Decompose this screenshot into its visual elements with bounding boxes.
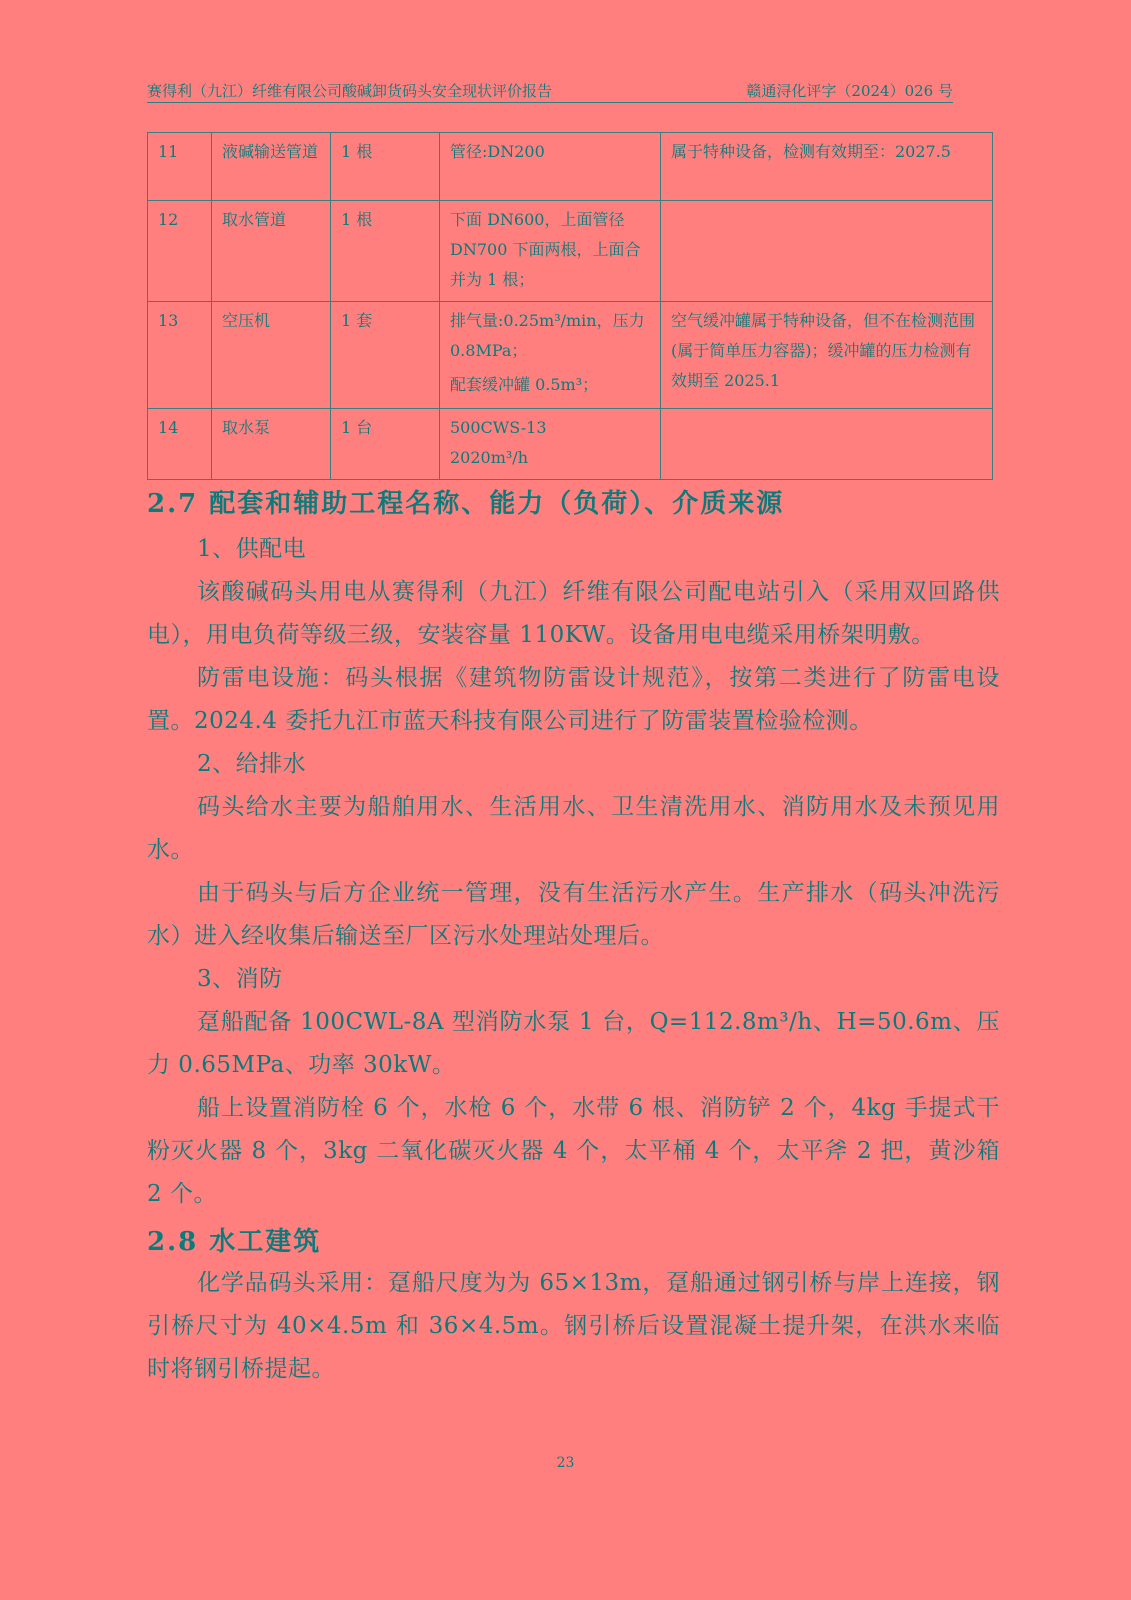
body-content	[147, 484, 1000, 1391]
paragraph: 防雷电设施：码头根据《建筑物防雷设计规范》，按第二类进行了防雷电设置。2024.4 委托九江市蓝天科技有限公司进行了防雷装置检验检测。	[147, 665, 1000, 734]
paragraph: 趸船配备 100CWL-8A 型消防水泵 1 台，Q=112.8m³/h、H=50.6m、压力 0.65MPa、功率 30kW。	[147, 1009, 1000, 1078]
cell-no: 13	[148, 302, 212, 409]
document-number: 赣通浔化评字（2024）026 号	[746, 82, 953, 100]
cell-no: 11	[148, 133, 212, 201]
cell-note	[661, 409, 993, 480]
cell-note: 空气缓冲罐属于特种设备，但不在检测范围(属于简单压力容器)；缓冲罐的压力检测有效期至 2025.1	[661, 302, 993, 409]
subheading-water: 2、给排水	[197, 751, 307, 777]
table-row	[148, 409, 993, 480]
paragraph: 化学品码头采用：趸船尺度为为 65×13m，趸船通过钢引桥与岸上连接，钢引桥尺寸为 40×4.5m 和 36×4.5m。钢引桥后设置混凝土提升架，在洪水来临时将钢引桥提起。	[147, 1270, 1000, 1382]
table-row	[148, 302, 993, 409]
cell-name: 空压机	[212, 302, 331, 409]
cell-spec: 管径:DN200	[440, 133, 661, 201]
table-row	[148, 133, 993, 201]
subheading-power: 1、供配电	[197, 536, 307, 562]
cell-qty: 1 台	[331, 409, 440, 480]
paragraph: 由于码头与后方企业统一管理，没有生活污水产生。生产排水（码头冲洗污水）进入经收集后输送至厂区污水处理站处理后。	[147, 880, 1000, 949]
paragraph: 该酸碱码头用电从赛得利（九江）纤维有限公司配电站引入（采用双回路供电），用电负荷等级三级，安装容量 110KW。设备用电电缆采用桥架明敷。	[147, 579, 1000, 648]
cell-note: 属于特种设备，检测有效期至：2027.5	[661, 133, 993, 201]
cell-name: 液碱输送管道	[212, 133, 331, 201]
cell-spec	[440, 409, 661, 480]
cell-name: 取水管道	[212, 201, 331, 302]
cell-qty: 1 根	[331, 133, 440, 201]
section-heading-2-8: 2.8 水工建筑	[147, 1227, 322, 1257]
cell-qty: 1 根	[331, 201, 440, 302]
subheading-fire: 3、消防	[197, 966, 283, 992]
page-header	[147, 80, 953, 103]
cell-note	[661, 201, 993, 302]
spec-line: 2020m³/h	[450, 448, 528, 467]
paragraph: 船上设置消防栓 6 个，水枪 6 个，水带 6 根、消防铲 2 个，4kg 手提式干粉灭火器 8 个，3kg 二氧化碳灭火器 4 个，太平桶 4 个，太平斧 2 把，黄沙箱 2 个。	[147, 1095, 1000, 1207]
report-title: 赛得利（九江）纤维有限公司酸碱卸货码头安全现状评价报告	[147, 82, 553, 100]
cell-spec	[440, 302, 661, 409]
section-heading-2-7: 2.7 配套和辅助工程名称、能力（负荷）、介质来源	[147, 489, 785, 519]
table-row	[148, 201, 993, 302]
spec-line: 排气量:0.25m³/min，压力 0.8MPa；	[450, 311, 645, 360]
spec-line: 配套缓冲罐 0.5m³；	[450, 375, 599, 394]
cell-no: 12	[148, 201, 212, 302]
cell-no: 14	[148, 409, 212, 480]
equipment-table	[147, 132, 993, 480]
cell-spec: 下面 DN600，上面管径DN700 下面两根，上面合并为 1 根；	[440, 201, 661, 302]
paragraph: 码头给水主要为船舶用水、生活用水、卫生清洗用水、消防用水及未预见用水。	[147, 794, 1000, 863]
cell-qty: 1 套	[331, 302, 440, 409]
cell-name: 取水泵	[212, 409, 331, 480]
page-number: 23	[556, 1455, 575, 1471]
spec-line: 500CWS-13	[450, 418, 547, 437]
